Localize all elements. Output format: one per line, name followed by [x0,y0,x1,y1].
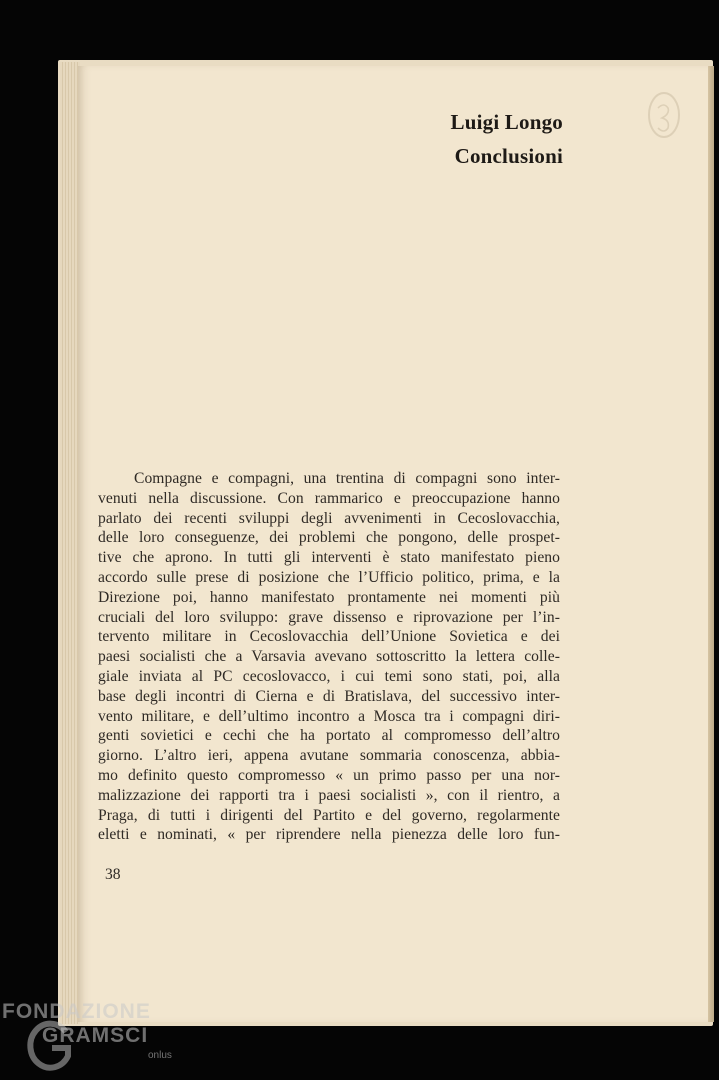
text-line: tive che aprono. In tutti gli interventi è stato manifestato pieno [98,549,560,567]
page-number: 38 [105,866,121,883]
page-right-edge [708,66,714,1022]
text-line: eletti e nominati, « per riprendere nella pienezza delle loro fun- [98,826,560,844]
watermark-suffix: onlus [148,1050,172,1061]
text-line: genti sovietici e cechi che ha portato al compromesso dell’altro [98,727,560,745]
chapter-title: Conclusioni [454,144,563,168]
text-line: malizzazione dei rapporti tra i paesi socialisti », con il rientro, a [98,786,560,804]
text-line: mo definito questo compromesso « un primo passo per una nor- [98,766,560,784]
text-line: delle loro conseguenze, dei problemi che pongono, delle prospet- [98,529,560,547]
text-line: parlato dei recenti sviluppi degli avvenimenti in Cecoslovacchia, [98,509,560,527]
folio-stamp-icon [646,90,682,140]
text-line: Compagne e compagni, una trentina di compagni sono inter- [134,470,560,487]
text-line: base degli incontri di Cierna e di Bratislava, del successivo inter- [98,687,560,705]
text-line: tervento militare in Cecoslovacchia dell’Unione Sovietica e dei [98,628,560,646]
page-edges [60,62,80,1024]
text-line: venuti nella discussione. Con rammarico e preoccupazione hanno [98,489,560,507]
text-line: giorno. L’altro ieri, appena avutane sommaria conoscenza, abbia- [98,747,560,765]
text-line: Praga, di tutti i dirigenti del Partito e del governo, regolarmente [98,806,560,824]
text-line: accordo sulle prese di posizione che l’Ufficio politico, prima, e la [98,568,560,586]
watermark-line2: GRAMSCI [42,1024,149,1047]
fondazione-gramsci-watermark [2,998,192,1078]
text-line: Direzione poi, hanno manifestato prontamente nei momenti più [98,588,560,606]
text-line: vento militare, e dell’ultimo incontro a Mosca tra i compagni diri- [98,707,560,725]
text-line: giale inviata al PC cecoslovacco, i cui temi sono stati, poi, alla [98,667,560,685]
title-block [380,105,563,173]
text-line: paesi socialisti che a Varsavia avevano sottoscritto la lettera colle- [98,648,560,666]
body-paragraph [98,469,560,845]
author-name: Luigi Longo [450,110,563,134]
text-line: cruciali del loro sviluppo: grave dissenso e riprovazione per l’in- [98,608,560,626]
watermark-line1: FONDAZIONE [2,1000,151,1023]
